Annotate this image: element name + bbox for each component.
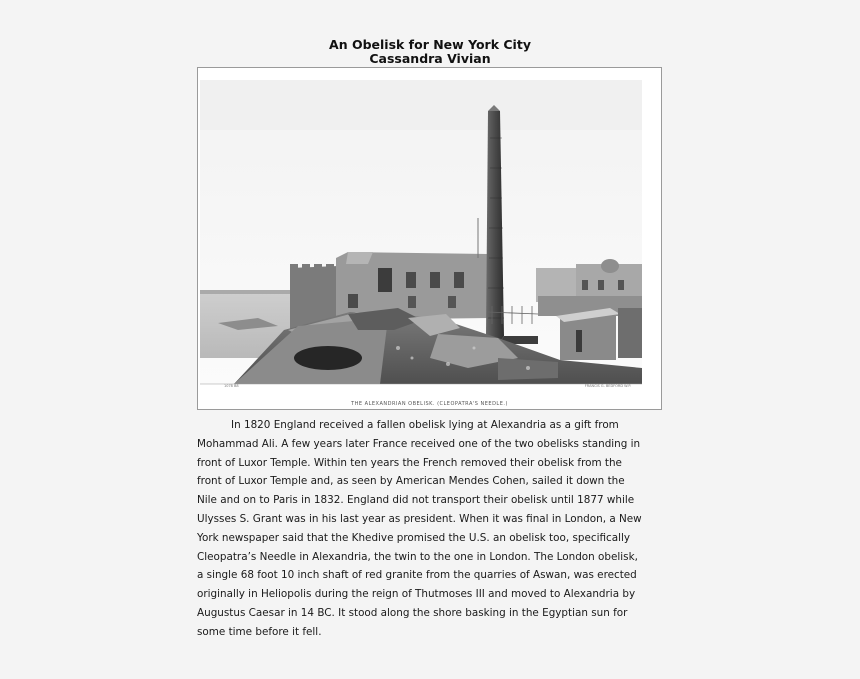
paragraph-line: Augustus Caesar in 14 BC. It stood along the shore basking in the Egyptian sun for bbox=[197, 606, 628, 619]
document-title: An Obelisk for New York City bbox=[329, 37, 531, 52]
paragraph-line: Nile and on to Paris in 1832. England did not transport their obelisk until 1877 while bbox=[197, 494, 635, 507]
paragraph-line: In 1820 England received a fallen obelisk lying at Alexandria as a gift from bbox=[231, 419, 619, 431]
paragraph-line: Mohammad Ali. A few years later France received one of the two obelisks standing in bbox=[197, 437, 641, 450]
paragraph-line: York newspaper said that the Khedive promised the U.S. an obelisk too, specifically bbox=[197, 531, 631, 544]
photo-credit-left: 1078 B8 bbox=[224, 384, 239, 388]
paragraph-line: originally in Heliopolis during the reign of Thutmoses III and moved to Alexandria by bbox=[197, 588, 636, 601]
figure-caption: THE ALEXANDRIAN OBELISK. (CLEOPATRA'S NEEDLE.) bbox=[351, 401, 508, 407]
photograph-illustration bbox=[198, 68, 661, 409]
paragraph-line: some time before it fell. bbox=[197, 625, 322, 638]
pit bbox=[294, 346, 362, 370]
paragraph-line: Cleopatra’s Needle in Alexandria, the twin to the one in London. The London obelisk, bbox=[197, 550, 638, 563]
photo-credit-right: FRANCIS G. BEDFORD W.P. bbox=[584, 384, 631, 388]
paragraph-line: Ulysses S. Grant was in his last year as president. When it was final in London, a New bbox=[197, 512, 642, 525]
paragraph-line: a single 68 foot 10 inch shaft of red granite from the quarries of Aswan, was erected bbox=[197, 569, 637, 582]
paragraph-line: front of Luxor Temple and, as seen by American Mendes Cohen, sailed it down the bbox=[197, 475, 625, 488]
title-block bbox=[0, 38, 860, 66]
obelisk-photograph bbox=[197, 67, 662, 410]
body-paragraph bbox=[197, 416, 665, 642]
document-author: Cassandra Vivian bbox=[369, 51, 491, 66]
paragraph-line: front of Luxor Temple. Within ten years the French removed their obelisk from the bbox=[197, 456, 622, 469]
